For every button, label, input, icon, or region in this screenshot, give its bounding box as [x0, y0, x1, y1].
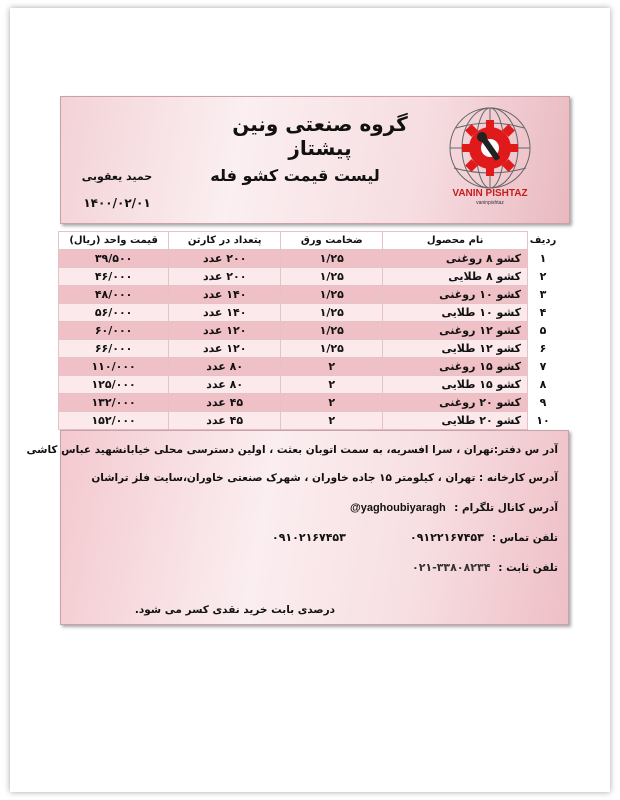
price-table-body	[59, 250, 559, 430]
price-table	[58, 231, 558, 430]
office-address: آدر س دفتر:تهران ، سرا افسریه، به سمت اتوبان بعثت ، اولین دسترسی محلی خیابانشهید عباس کاشی	[26, 444, 558, 456]
phone-number-secondary[interactable]: ۰۹۱۰۲۱۶۷۴۵۳	[272, 531, 346, 544]
table-row	[59, 304, 559, 322]
column-header-quantity: پتعداد در کارتن	[169, 232, 281, 250]
product-name-cell: کشو ۸ روغنی	[383, 250, 528, 268]
product-name-cell: کشو ۲۰ طلایی	[383, 412, 528, 430]
thickness-cell: ۲	[281, 376, 383, 394]
quantity-cell: ۴۵ عدد	[169, 394, 281, 412]
unit-price-cell: ۱۵۲/۰۰۰	[59, 412, 169, 430]
phone-number-primary[interactable]: ۰۹۱۲۲۱۶۷۴۵۳	[410, 531, 484, 544]
row-number-cell: ۹	[528, 394, 558, 412]
quantity-cell: ۸۰ عدد	[169, 376, 281, 394]
column-header-unit-price: قیمت واحد (ریال)	[59, 232, 169, 250]
table-row	[59, 322, 559, 340]
row-number-cell: ۱۰	[528, 412, 558, 430]
unit-price-cell: ۱۲۵/۰۰۰	[59, 376, 169, 394]
product-name-cell: کشو ۱۲ طلایی	[383, 340, 528, 358]
thickness-cell: ۱/۲۵	[281, 286, 383, 304]
discount-note: درصدی بابت خرید نقدی کسر می شود.	[134, 604, 335, 616]
quantity-cell: ۲۰۰ عدد	[169, 250, 281, 268]
product-name-cell: کشو ۱۲ روغنی	[383, 322, 528, 340]
quantity-cell: ۱۲۰ عدد	[169, 322, 281, 340]
thickness-cell: ۱/۲۵	[281, 250, 383, 268]
thickness-cell: ۲	[281, 358, 383, 376]
table-row	[59, 286, 559, 304]
thickness-cell: ۱/۲۵	[281, 340, 383, 358]
product-name-cell: کشو ۸ طلایی	[383, 268, 528, 286]
logo-text: VANIN PISHTAZ	[452, 188, 528, 199]
unit-price-cell: ۴۸/۰۰۰	[59, 286, 169, 304]
thickness-cell: ۲	[281, 394, 383, 412]
unit-price-cell: ۱۳۲/۰۰۰	[59, 394, 169, 412]
thickness-cell: ۲	[281, 412, 383, 430]
landline-number[interactable]: ۰۲۱-۳۳۸۰۸۲۳۴	[412, 561, 491, 574]
thickness-cell: ۱/۲۵	[281, 322, 383, 340]
landline-label: تلفن ثابت :	[498, 562, 558, 574]
quantity-cell: ۱۲۰ عدد	[169, 340, 281, 358]
row-number-cell: ۲	[528, 268, 558, 286]
row-number-cell: ۴	[528, 304, 558, 322]
column-header-product-name: نام محصول	[383, 232, 528, 250]
product-name-cell: کشو ۱۵ طلایی	[383, 376, 528, 394]
column-header-row-number: ردیف	[528, 232, 558, 250]
product-name-cell: کشو ۱۰ روغنی	[383, 286, 528, 304]
table-row	[59, 268, 559, 286]
document-date: ۱۴۰۰/۰۲/۰۱	[83, 196, 151, 210]
quantity-cell: ۲۰۰ عدد	[169, 268, 281, 286]
table-row	[59, 412, 559, 430]
unit-price-cell: ۴۶/۰۰۰	[59, 268, 169, 286]
unit-price-cell: ۱۱۰/۰۰۰	[59, 358, 169, 376]
product-name-cell: کشو ۱۰ طلایی	[383, 304, 528, 322]
table-header-row	[59, 232, 559, 250]
row-number-cell: ۶	[528, 340, 558, 358]
row-number-cell: ۷	[528, 358, 558, 376]
author-name: حمید یعقوبی	[81, 170, 153, 183]
contact-info-box	[60, 430, 569, 625]
telegram-label: آدرس کانال تلگرام :	[454, 502, 558, 514]
table-row	[59, 340, 559, 358]
thickness-cell: ۱/۲۵	[281, 268, 383, 286]
gear-icon	[462, 120, 518, 176]
unit-price-cell: ۳۹/۵۰۰	[59, 250, 169, 268]
table-row	[59, 250, 559, 268]
thickness-cell: ۱/۲۵	[281, 304, 383, 322]
row-number-cell: ۵	[528, 322, 558, 340]
page-subtitle: لیست قیمت کشو فله	[210, 166, 380, 185]
row-number-cell: ۱	[528, 250, 558, 268]
quantity-cell: ۱۴۰ عدد	[169, 286, 281, 304]
unit-price-cell: ۵۶/۰۰۰	[59, 304, 169, 322]
telegram-handle[interactable]: @yaghoubiyaragh	[350, 502, 446, 514]
table-row	[59, 376, 559, 394]
product-name-cell: کشو ۱۵ روغنی	[383, 358, 528, 376]
quantity-cell: ۸۰ عدد	[169, 358, 281, 376]
row-number-cell: ۳	[528, 286, 558, 304]
row-number-cell: ۸	[528, 376, 558, 394]
phone-label: تلفن تماس :	[491, 532, 558, 544]
table-row	[59, 394, 559, 412]
product-name-cell: کشو ۲۰ روغنی	[383, 394, 528, 412]
unit-price-cell: ۶۶/۰۰۰	[59, 340, 169, 358]
table-row	[59, 358, 559, 376]
column-header-thickness: ضخامت ورق	[281, 232, 383, 250]
quantity-cell: ۱۴۰ عدد	[169, 304, 281, 322]
page-title: گروه صنعتی ونین پیشتاز	[232, 112, 408, 160]
factory-address: آدرس کارخانه : تهران ، کیلومتر ۱۵ جاده خاوران ، شهرک صنعتی خاوران،سایت فلز تراشان	[91, 472, 558, 484]
quantity-cell: ۴۵ عدد	[169, 412, 281, 430]
unit-price-cell: ۶۰/۰۰۰	[59, 322, 169, 340]
logo-subtext: vaninpishtaz	[476, 200, 504, 206]
